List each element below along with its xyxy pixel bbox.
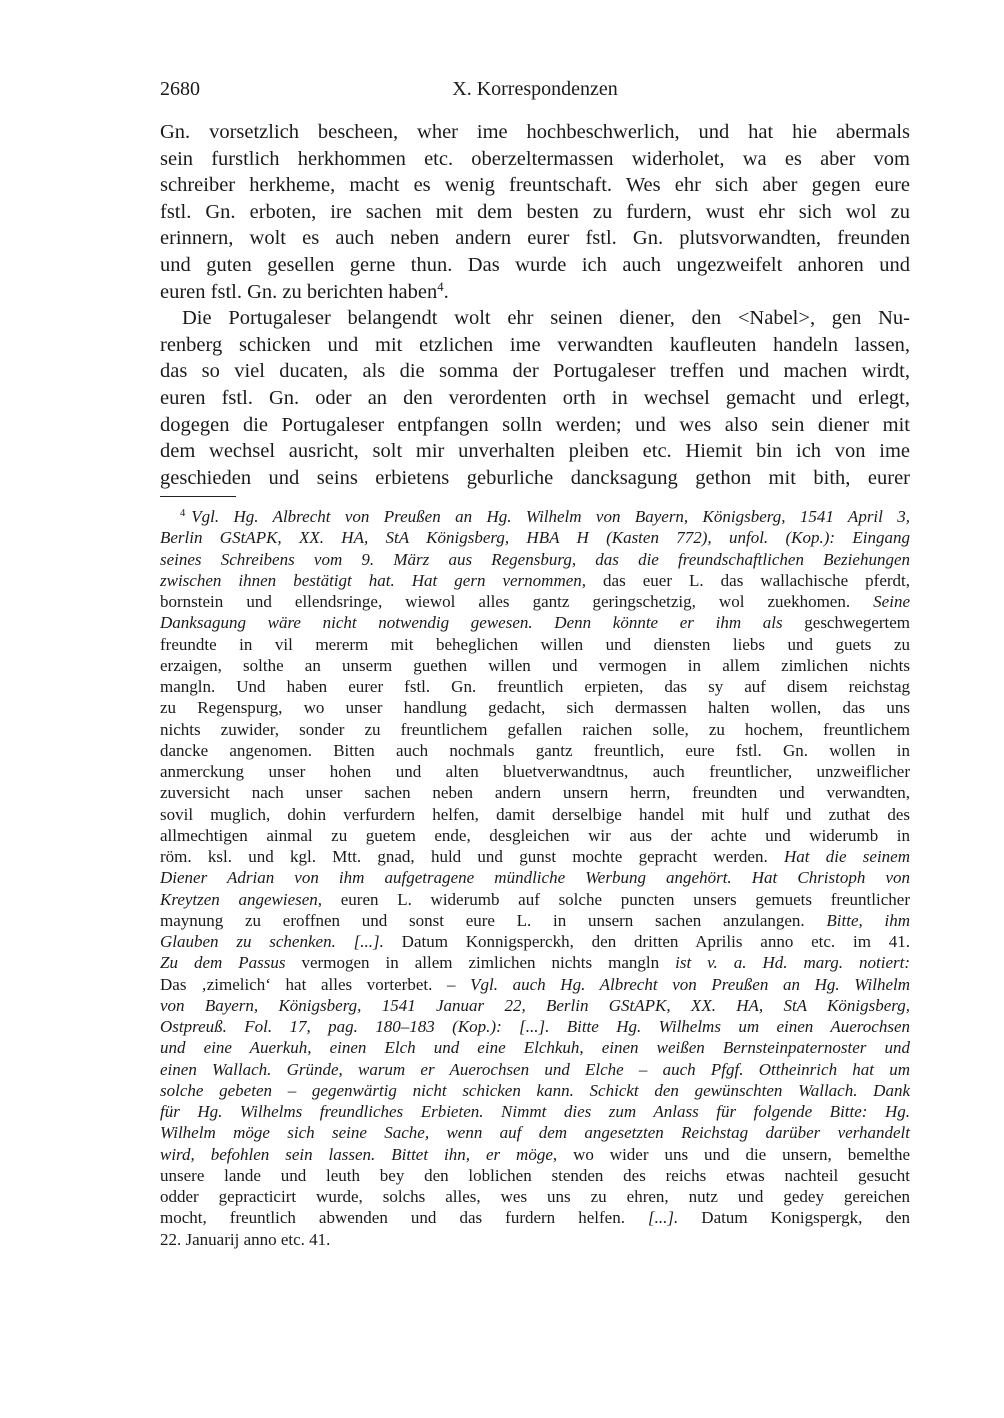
- text-segment: das so viel ducaten, als die somma der Portugaleser treffen und machen wirdt,: [160, 360, 910, 383]
- text-segment: zwischen ihnen bestätigt hat. Hat gern vernommen,: [160, 570, 587, 590]
- text-segment: .: [443, 280, 449, 303]
- text-segment: Glauben zu schenken. [...].: [160, 932, 384, 951]
- text-line: [160, 804, 910, 825]
- text-line: [160, 1059, 910, 1080]
- footnote-reference[interactable]: 4: [437, 279, 444, 294]
- text-segment: mangln. Und haben eurer fstl. Gn. freuntlich erpieten, das sy auf disem reichstag: [160, 677, 910, 696]
- text-segment: sein furstlich herkhommen etc. oberzeltermassen widerholet, wa es aber vom: [160, 147, 910, 170]
- text-line: [160, 506, 910, 527]
- text-line: [160, 889, 910, 910]
- text-line: [160, 527, 910, 548]
- text-segment: unsere lande und leuth bey den loblichen stenden des reichs etwas nachteil gesucht: [160, 1165, 910, 1185]
- text-segment: und guten gesellen gerne thun. Das wurde ich auch ungezweifelt anhoren und: [160, 253, 910, 276]
- text-segment: maynung zu eroffnen und sonst eure L. in unsern sachen anzulangen.: [160, 910, 827, 930]
- text-segment: mocht, freuntlich abwenden und das furdern helfen.: [160, 1208, 649, 1228]
- text-segment: Wilhelm möge sich seine Sache, wenn auf dem angesetzten Reichstag darüber verhandelt: [160, 1123, 910, 1143]
- text-segment: sovil muglich, dohin verfurdern helfen, damit derselbige handel mit hulf und zuthat des: [160, 804, 910, 824]
- text-segment: Die Portugaleser belangendt wolt ehr seinen diener, den <Nabel>, gen Nu-: [182, 307, 910, 330]
- text-segment: euren fstl. Gn. oder an den verordenten orth in wechsel gemacht und erlegt,: [160, 386, 910, 409]
- text-segment: solche gebeten – gegenwärtig nicht schicken kann. Schickt den gewünschten Wallach. Dank: [160, 1080, 910, 1100]
- text-line: [160, 846, 910, 867]
- text-line: [160, 279, 910, 306]
- text-line: [160, 910, 910, 931]
- text-line: [160, 1165, 910, 1186]
- text-segment: wird, befohlen sein lassen. Bittet ihn, er möge: [160, 1144, 553, 1164]
- text-segment: euren L. widerumb auf solche puncten unsers gemuets freuntlicher: [322, 889, 910, 909]
- text-line: [160, 867, 910, 888]
- text-segment: dancke angenomen. Bitten auch nochmals gantz freuntlich, eure fstl. Gn. wollen in: [160, 740, 910, 760]
- text-line: [160, 1229, 910, 1250]
- text-line: [160, 719, 910, 740]
- text-line: [160, 995, 910, 1016]
- text-segment: Hat die seinem: [783, 847, 911, 866]
- text-line: [160, 1207, 910, 1228]
- text-segment: Diener Adrian von ihm aufgetragene mündliche Werbung angehört. Hat Christoph von: [160, 868, 910, 888]
- text-segment: erzaigen, solthe an unserm guethen willen und vermogen in allem zimlichen nichts: [160, 655, 910, 675]
- text-line: [160, 305, 910, 332]
- text-segment: zu Regenspurg, wo unser handlung gedacht, sich dermassen halten wollen, das uns: [160, 698, 910, 718]
- text-line: [160, 465, 910, 492]
- text-segment: Seine: [873, 592, 910, 611]
- text-segment: und eine Auerkuh, einen Elch und eine Elchkuh, einen weißen Bernsteinpaternoster und: [160, 1038, 910, 1058]
- text-line: [160, 570, 910, 591]
- text-line: [160, 199, 910, 226]
- text-line: [160, 655, 910, 676]
- text-line: [160, 412, 910, 439]
- text-segment: dogegen die Portugaleser entpfangen solln werden; und wes also sein diener mit: [160, 413, 910, 436]
- text-segment: allmechtigen ainmal zu guetem ende, desgleichen wir aus der achte und widerumb in: [160, 825, 910, 845]
- text-segment: Ostpreuß. Fol. 17, pag. 180–183 (Kop.): [...]. Bitte Hg. Wilhelms um einen Auerochsen: [160, 1017, 910, 1036]
- text-line: [160, 1186, 910, 1207]
- text-segment: Zu dem Passus: [160, 953, 286, 973]
- running-title: X. Korrespondenzen: [452, 78, 618, 100]
- text-line: [160, 825, 910, 846]
- text-line: [160, 1144, 910, 1165]
- text-line: [160, 952, 910, 973]
- text-segment: dem wechsel ausricht, solt mir unverhalten pleiben etc. Hiemit bin ich von ime: [160, 440, 910, 463]
- text-segment: Datum Konigspergk, den: [678, 1208, 910, 1228]
- text-segment: vermogen in allem zimlichen nichts mangln: [285, 953, 676, 973]
- text-line: [160, 782, 910, 803]
- footnote-rule: [160, 496, 236, 497]
- text-segment: Das ‚zimelich‘ hat alles vorterbet.: [160, 974, 447, 994]
- text-line: [160, 1080, 910, 1101]
- text-line: [160, 676, 910, 697]
- text-segment: bornstein und ellendsringe, wiewol alles gantz geringschetzig, wol zuekhomen.: [160, 592, 874, 611]
- text-line: [160, 761, 910, 782]
- text-segment: Vgl. Hg. Albrecht von Preußen an Hg. Wilhelm von Bayern, Königsberg, 1541 April 3,: [191, 507, 910, 526]
- text-segment: einen Wallach. Gründe, warum er Auerochsen und Elche – auch Pfgf. Ottheinrich hat um: [160, 1059, 910, 1079]
- body-text: [160, 119, 910, 491]
- text-line: [160, 1101, 910, 1122]
- text-line: [160, 332, 910, 359]
- text-segment: nichts zuwider, sonder zu freuntlichem gefallen raichen solle, zu hochem, freuntlichem: [160, 719, 910, 739]
- text-segment: fstl. Gn. erboten, ire sachen mit dem besten zu furdern, wust ehr sich wol zu: [160, 200, 910, 223]
- text-segment: das euer L. das wallachische pferdt,: [586, 570, 910, 590]
- text-segment: schreiber herkheme, macht es wenig freuntschaft. Wes ehr sich aber gegen eure: [160, 174, 910, 197]
- text-segment: euren fstl. Gn. zu berichten haben: [160, 280, 438, 303]
- text-segment: Bitte, ihm: [826, 910, 911, 930]
- text-segment: Datum Konnigsperckh, den dritten Aprilis anno etc. im 41.: [383, 932, 910, 951]
- text-line: [160, 931, 910, 952]
- text-segment: renberg schicken und mit etzlichen ime verwandten kaufleuten handeln lassen,: [160, 333, 910, 356]
- page-number: 2680: [160, 78, 200, 100]
- text-line: [160, 591, 910, 612]
- text-segment: [...].: [648, 1208, 679, 1228]
- footnote: [160, 506, 910, 1250]
- text-segment: seines Schreibens vom 9. März aus Regensburg, das die freundschaftlichen Beziehungen: [160, 549, 910, 569]
- text-segment: 22. Januarij anno etc. 41.: [160, 1229, 331, 1249]
- text-segment: odder gepracticirt wurde, solchs alles, wes uns zu ehren, nutz und gedey gereichen: [160, 1187, 910, 1206]
- text-line: [160, 1037, 910, 1058]
- text-line: [160, 438, 910, 465]
- text-segment: geschwegertem: [782, 613, 911, 633]
- text-line: [160, 385, 910, 412]
- text-segment: Gn. vorsetzlich bescheen, wher ime hochbeschwerlich, und hat hie abermals: [160, 121, 910, 143]
- text-line: [160, 225, 910, 252]
- text-line: [160, 1122, 910, 1143]
- text-line: [160, 740, 910, 761]
- text-segment: röm. ksl. und kgl. Mtt. gnad, huld und gunst mochte gepracht werden.: [160, 847, 784, 866]
- text-segment: zuversicht nach unser sachen neben andern unsern herrn, freundten und verwandten,: [160, 783, 910, 803]
- text-line: [160, 252, 910, 279]
- text-line: [160, 612, 910, 633]
- text-segment: für Hg. Wilhelms freundliches Erbieten. Nimmt dies zum Anlass für folgende Bitte: Hg.: [160, 1102, 910, 1121]
- text-segment: – Vgl. auch Hg. Albrecht von Preußen an Hg. Wilhelm: [447, 974, 910, 994]
- text-segment: anmerckung unser hohen und alten bluetverwandtnus, auch freuntlicher, unzweiflicher: [160, 762, 910, 781]
- text-line: [160, 172, 910, 199]
- text-line: [160, 1016, 910, 1037]
- text-line: [160, 119, 910, 146]
- text-line: [160, 146, 910, 173]
- text-segment: Danksagung wäre nicht notwendig gewesen. Denn könnte er ihm als: [160, 613, 783, 633]
- text-segment: ist v. a. Hd. marg. notiert:: [675, 953, 910, 973]
- text-segment: freundte in vil mererm mit beheglichen willen und diensten liebs und guets zu: [160, 634, 910, 654]
- text-segment: erinnern, wolt es auch neben andern eurer fstl. Gn. plutsvorwandten, freunden: [160, 227, 910, 250]
- text-segment: von Bayern, Königsberg, 1541 Januar 22, Berlin GStAPK, XX. HA, StA Königsberg,: [160, 995, 910, 1015]
- page-header: [160, 78, 910, 106]
- text-segment: geschieden und seins erbietens geburliche dancksagung gethon mit bith, eurer: [160, 466, 910, 489]
- text-line: [160, 358, 910, 385]
- footnote-marker: 4: [180, 508, 186, 520]
- text-line: [160, 974, 910, 995]
- text-line: [160, 549, 910, 570]
- text-segment: Berlin GStAPK, XX. HA, StA Königsberg, HBA H (Kasten 772), unfol. (Kop.): Eingang: [160, 528, 910, 548]
- text-segment: , wo wider uns und die unsern, bemelthe: [552, 1144, 910, 1164]
- text-line: [160, 697, 910, 718]
- text-line: [160, 634, 910, 655]
- text-segment: Kreytzen angewiesen,: [160, 889, 323, 909]
